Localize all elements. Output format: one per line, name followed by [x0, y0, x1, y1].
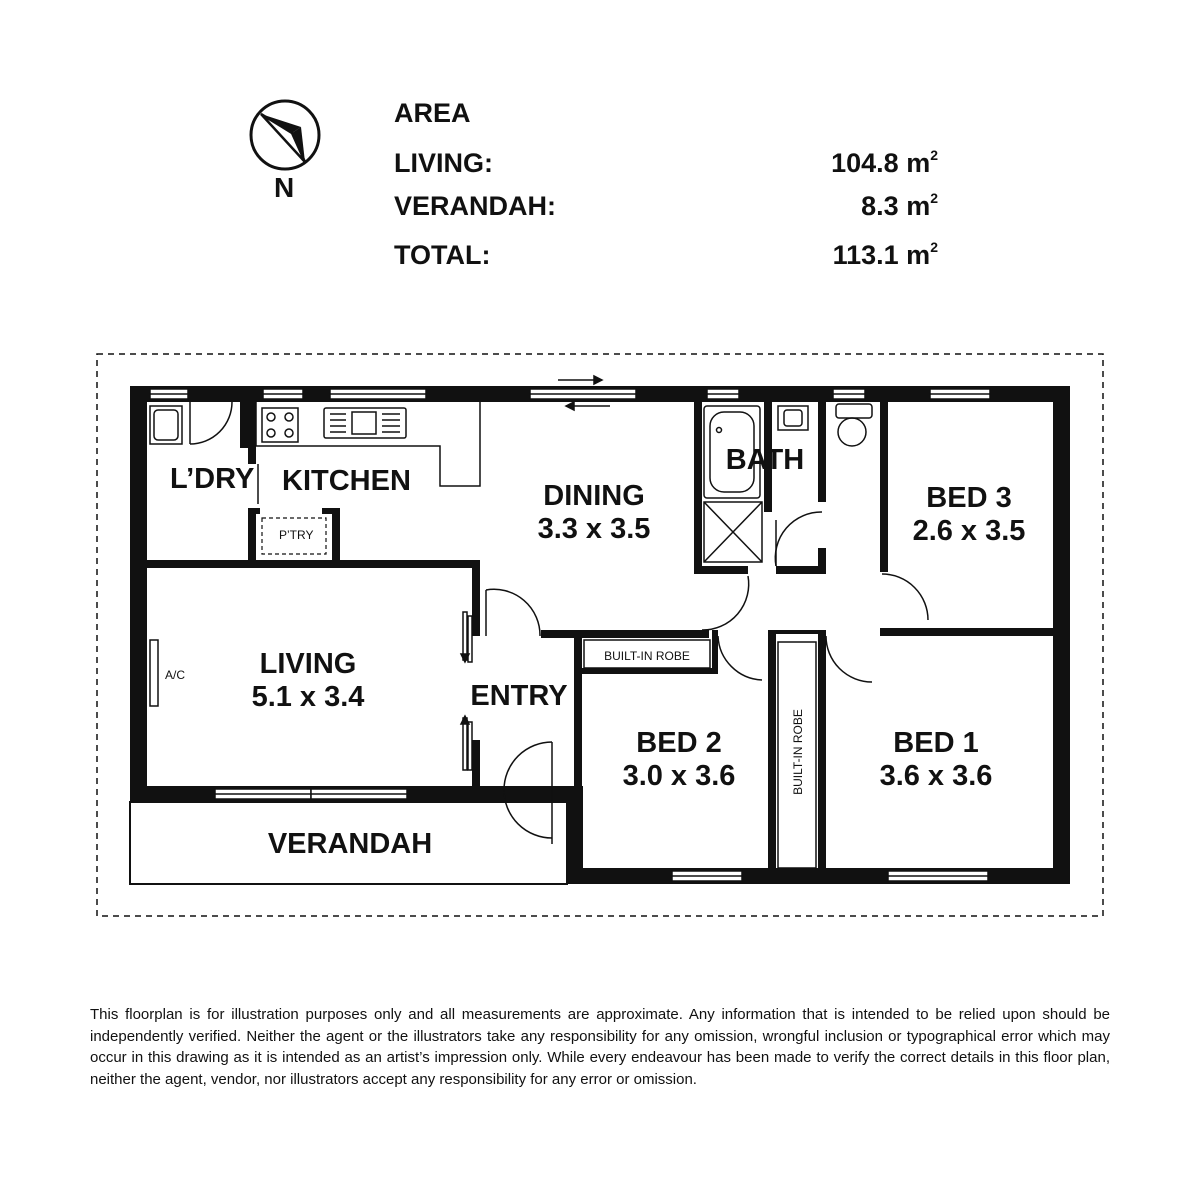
room-bed3-label: BED 3: [926, 482, 1012, 514]
room-bath-label: BATH: [725, 444, 805, 476]
room-bed1-label: BED 1: [893, 727, 979, 759]
room-entry-label: ENTRY: [470, 680, 568, 712]
robe-bed2-label: BUILT-IN ROBE: [604, 649, 690, 663]
robe-bed1-label: BUILT-IN ROBE: [791, 709, 805, 795]
total-area-label: TOTAL:: [394, 240, 491, 270]
bath-fixtures: [704, 404, 872, 562]
verandah-area-label: VERANDAH:: [394, 191, 556, 221]
ac-label: A/C: [165, 668, 186, 682]
ac-unit: [150, 640, 158, 706]
area-title: AREA: [394, 98, 471, 128]
laundry-tub: [150, 406, 182, 444]
room-bed3-dims: 2.6 x 3.5: [912, 515, 1026, 547]
living-area-label: LIVING:: [394, 148, 493, 178]
compass-north-label: N: [274, 172, 295, 203]
total-area-value: 113.1 $m^2$: [832, 239, 938, 270]
room-pantry-label: P’TRY: [279, 528, 314, 542]
room-bed1-dims: 3.6 x 3.6: [879, 760, 993, 792]
room-bed2-label: BED 2: [636, 727, 722, 759]
room-kitchen-label: KITCHEN: [282, 465, 411, 497]
room-living-dims: 5.1 x 3.4: [251, 681, 365, 713]
room-dining-dims: 3.3 x 3.5: [537, 513, 651, 545]
room-dining-label: DINING: [543, 480, 645, 512]
living-area-value: 104.8 $m^2$: [831, 147, 938, 178]
verandah-area-value: 8.3 $m^2$: [861, 190, 938, 221]
disclaimer-text: This floorplan is for illustration purposes only and all measurements are approximate. Any information that is intended to be relied upon should be independently verified. Neither the agent or the illustrators take any responsibility for any omission, wrongful inclusion or typographical error which may occur in this drawing as it is intended as an artist’s impression only. While every endeavour has been made to verify the correct details in this floor plan, neither the agent, vendor, nor illustrators accept any responsibility for any error or omission.: [90, 1006, 1110, 1088]
room-living-label: LIVING: [259, 648, 357, 680]
room-ldry-label: L’DRY: [170, 463, 255, 495]
verandah-label: VERANDAH: [267, 828, 433, 860]
room-bed2-dims: 3.0 x 3.6: [622, 760, 736, 792]
